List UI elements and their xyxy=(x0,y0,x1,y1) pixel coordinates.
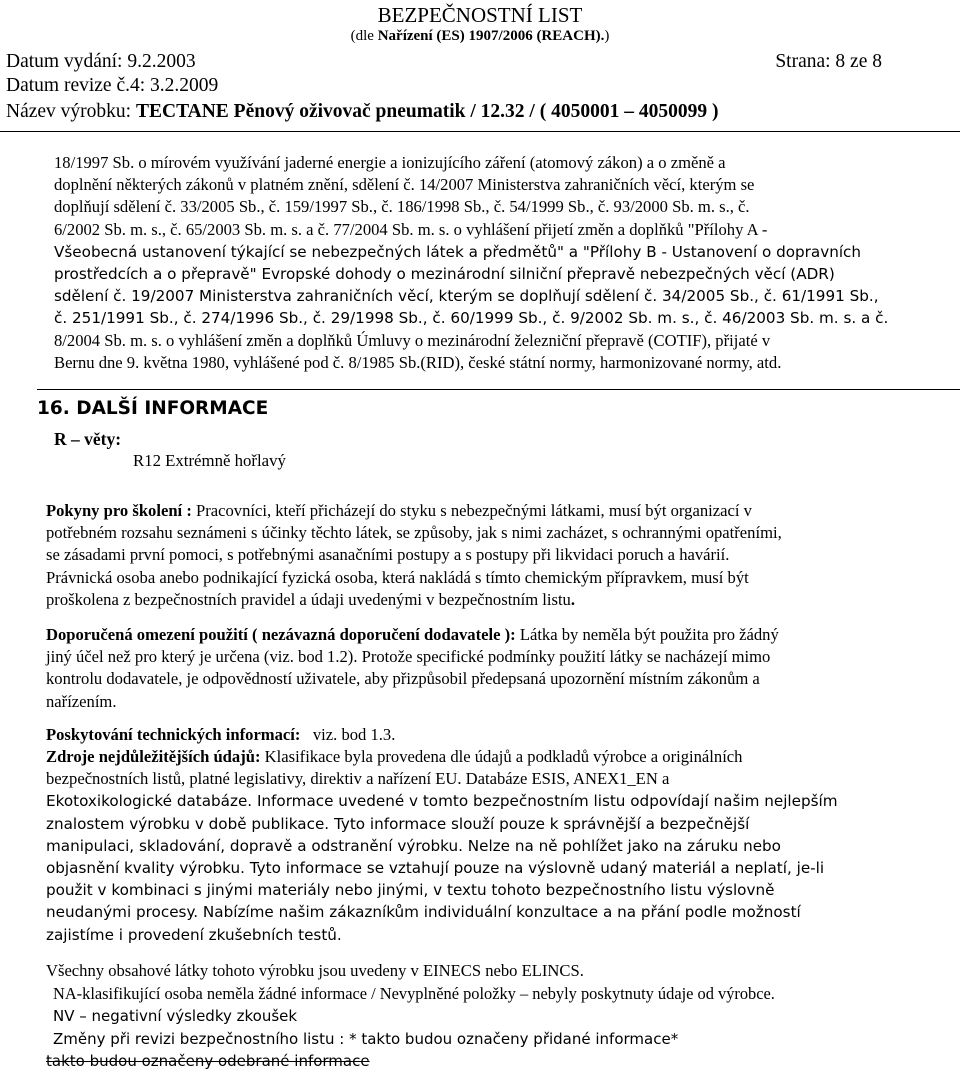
sources-line: zajistíme i provedení zkušebních testů. xyxy=(46,925,342,944)
page-number: Strana: 8 ze 8 xyxy=(775,51,882,72)
training-paragraph xyxy=(46,500,960,611)
sources-line: použit v kombinaci s jinými materiály nebo jinými, v textu tohoto bezpečnostního listu výslovně xyxy=(46,881,775,900)
limits-label: Doporučená omezení použití ( nezávazná doporučení dodavatele ): xyxy=(46,625,516,644)
legal-references xyxy=(54,152,960,374)
legal-line: 18/1997 Sb. o mírovém využívání jaderné energie a ionizujícího záření (atomový zákon) a o změně a xyxy=(54,153,726,172)
data-sources-paragraph xyxy=(46,746,960,946)
training-line: Pokyny pro školení : Pracovníci, kteří přicházejí do styku s nebezpečnými látkami, musí být organizací v xyxy=(46,501,752,520)
sources-line: znalostem výrobku v době publikace. Tyto informace slouží pouze k správnější a bezpečnější xyxy=(46,814,750,833)
training-line: Právnická osoba anebo podnikající fyzická osoba, která nakládá s tímto chemickým přípravkem, musí být xyxy=(46,567,749,587)
tech-value: viz. bod 1.3. xyxy=(300,725,396,744)
product-name xyxy=(6,101,718,123)
sources-line: Ekotoxikologické databáze. Informace uvedené v tomto bezpečnostním listu odpovídají našim nejlepším xyxy=(46,792,838,811)
issue-date: Datum vydání: 9.2.2003 xyxy=(6,51,196,72)
r-phrases-heading: R – věty: xyxy=(54,429,122,449)
limits-line: nařízením. xyxy=(46,691,117,711)
sources-line: Zdroje nejdůležitějších údajů: Klasifikace byla provedena dle údajů a podkladů výrobce a originálních xyxy=(46,747,743,766)
note-deleted: takto budou označeny odebrané informace xyxy=(46,1052,370,1070)
limits-line: jiný účel než pro který je určena (viz. bod 1.2). Protože specifické podmínky použití látky se nacházejí mimo xyxy=(46,647,771,667)
section-divider xyxy=(37,389,960,390)
document-subtitle xyxy=(0,27,960,45)
legal-line: 8/2004 Sb. m. s. o vyhlášení změn a doplňků Úmluvy o mezinárodní železniční přepravě (COTIF), přijaté v xyxy=(54,330,771,350)
training-line: se zásadami první pomoci, s potřebnými asanačními postupy a s postupy při likvidaci poruch a havárií. xyxy=(46,545,730,565)
sources-label: Zdroje nejdůležitějších údajů: xyxy=(46,747,261,766)
subtitle-suffix: ) xyxy=(604,28,610,44)
header-divider xyxy=(0,131,960,132)
training-label: Pokyny pro školení : xyxy=(46,501,192,520)
note-changes: Změny při revizi bezpečnostního listu : * takto budou označeny přidané informace* xyxy=(53,1030,679,1048)
note-nv: NV – negativní výsledky zkoušek xyxy=(53,1007,298,1025)
subtitle-regulation: Nařízení (ES) 1907/2006 (REACH). xyxy=(377,28,605,44)
sources-line: neudanými procesy. Nabízíme našim zákazníkům individuální konzultace a na přání podle možností xyxy=(46,903,801,922)
training-line: potřebném rozsahu seznámeni s účinky těchto látek, se způsoby, jak s nimi zacházet, s ochrannými opatřeními, xyxy=(46,523,782,543)
r-phrase-r12: R12 Extrémně hořlavý xyxy=(133,451,286,470)
product-value: TECTANE Pěnový oživovač pneumatik / 12.32 / ( 4050001 – 4050099 ) xyxy=(135,101,719,122)
legal-line: Bernu dne 9. května 1980, vyhlášené pod č. 8/1985 Sb.(RID), české státní normy, harmonizované normy, atd. xyxy=(54,352,782,372)
subtitle-prefix: (dle xyxy=(350,28,378,44)
document-title: BEZPEČNOSTNÍ LIST xyxy=(377,3,583,27)
legal-line: doplnění některých zákonů v platném znění, sdělení č. 14/2007 Ministerstva zahraničních věcí, kterým se xyxy=(54,175,755,195)
sources-line: bezpečnostních listů, platné legislativy, direktiv a nařízení EU. Databáze ESIS, ANEX1_EN a xyxy=(46,769,670,789)
section-heading: 16. DALŠÍ INFORMACE xyxy=(37,398,269,419)
limits-line: kontrolu dodavatele, je odpovědností uživatele, aby přizpůsobil předepsaná upozornění místním zákonům a xyxy=(46,669,760,689)
sources-line: objasnění kvality výrobku. Tyto informace se vztahují pouze na výslovně udaný materiál a neplatí, je-li xyxy=(46,858,825,877)
legal-line: Všeobecná ustanovení týkající se nebezpečných látek a předmětů" a "Přílohy B - Ustanovení o dopravních xyxy=(54,242,862,261)
note-na: NA-klasifikující osoba neměla žádné informace / Nevyplněné položky – nebyly poskytnuty údaje od výrobce. xyxy=(53,984,775,1003)
usage-limits-paragraph xyxy=(46,624,960,713)
legal-line: č. 251/1991 Sb., č. 274/1996 Sb., č. 29/1998 Sb., č. 60/1999 Sb., č. 9/2002 Sb. m. s., č. 46/2003 Sb. m. s. a č. xyxy=(54,309,889,328)
sources-line: manipulaci, skladování, dopravě a odstranění výrobku. Nelze na ně pohlížet jako na záruku nebo xyxy=(46,836,781,855)
product-label: Název výrobku: xyxy=(6,101,136,122)
revision-date: Datum revize č.4: 3.2.2009 xyxy=(6,75,219,96)
legal-line: prostředcích a o přepravě" Evropské dohody o mezinárodní silniční přepravě nebezpečných věcí (ADR) xyxy=(54,264,835,283)
technical-info xyxy=(46,724,960,746)
legal-line: 6/2002 Sb. m. s., č. 65/2003 Sb. m. s. a č. 77/2004 Sb. m. s. o vyhlášení přijetí změn a doplňků "Přílohy A - xyxy=(54,219,768,239)
einecs-statement: Všechny obsahové látky tohoto výrobku jsou uvedeny v EINECS nebo ELINCS. xyxy=(46,961,584,980)
training-line: proškolena z bezpečnostních pravidel a údaji uvedenými v bezpečnostním listu. xyxy=(46,589,576,609)
legal-line: doplňují sdělení č. 33/2005 Sb., č. 159/1997 Sb., č. 186/1998 Sb., č. 54/1999 Sb., č. 93/2000 Sb. m. s., č. xyxy=(54,197,750,217)
limits-line: Doporučená omezení použití ( nezávazná doporučení dodavatele ): Látka by neměla být použita pro žádný xyxy=(46,625,779,644)
tech-label: Poskytování technických informací: xyxy=(46,725,301,744)
legal-line: sdělení č. 19/2007 Ministerstva zahraničních věcí, kterým se doplňují sdělení č. 34/2005 Sb., č. 61/1991 Sb., xyxy=(54,287,879,306)
